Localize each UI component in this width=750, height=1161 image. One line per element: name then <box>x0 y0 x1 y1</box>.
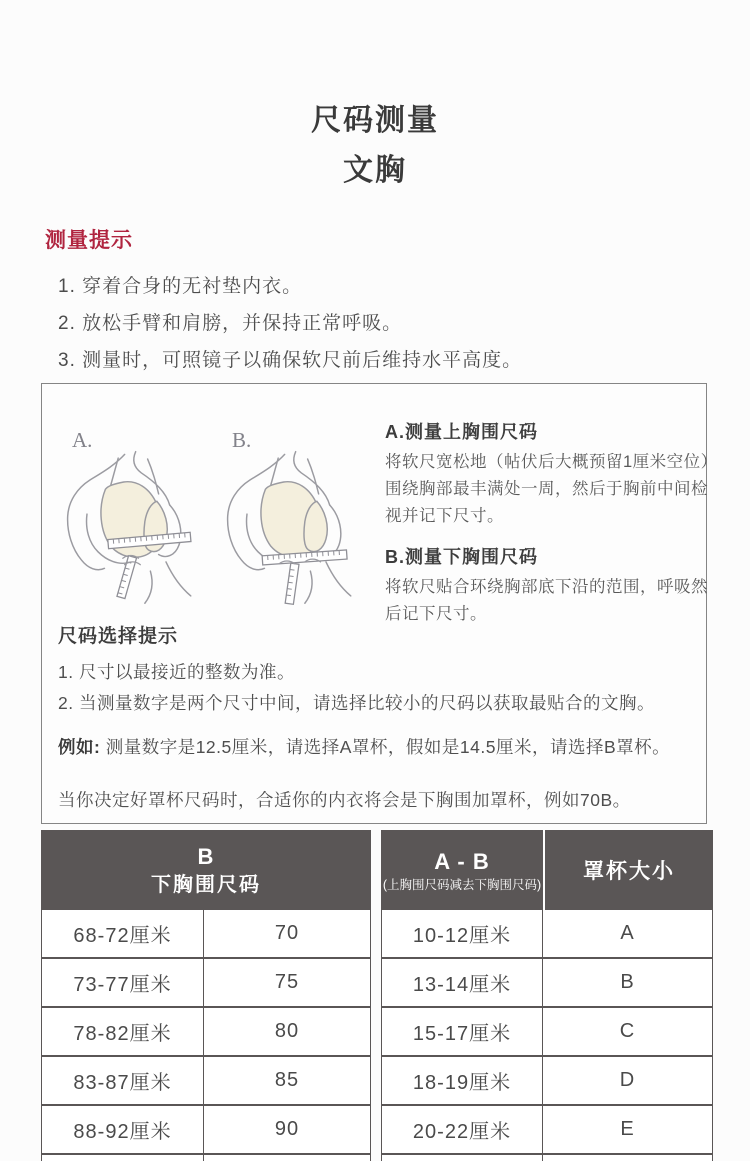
bust-measure-illustration-icon <box>58 448 206 606</box>
section-a-body: 将软尺宽松地（帖伏后大概预留1厘米空位）围绕胸部最丰满处一周，然后于胸前中间检视并记下尺寸。 <box>385 453 710 525</box>
page-title: 尺码测量 <box>311 104 439 137</box>
cup-header-label: 罩杯大小 <box>543 830 713 910</box>
example-line <box>58 734 694 759</box>
cup-size-table <box>381 830 713 1161</box>
table-row <box>382 910 712 959</box>
table-cell: 20-22厘米 <box>382 1106 543 1153</box>
conclusion-line: 当你决定好罩杯尺码时，合适你的内衣将会是下胸围加罩杯，例如70B。 <box>58 790 631 810</box>
diff-header-note: (上胸围尺码减去下胸围尺码) <box>382 877 542 892</box>
measurement-guide-box <box>41 383 710 824</box>
underbust-table-body <box>41 910 371 1161</box>
section-b-title: B.测量下胸围尺码 <box>385 547 538 567</box>
table-row <box>42 1106 370 1155</box>
underbust-measure-illustration-icon <box>218 448 366 606</box>
table-row <box>382 1008 712 1057</box>
section-a-title: A.测量上胸围尺码 <box>385 422 538 442</box>
measure-instructions <box>385 418 711 641</box>
table-cell: 68-72厘米 <box>42 910 204 957</box>
table-cell: 13-14厘米 <box>382 959 543 1006</box>
size-selection-heading: 尺码选择提示 <box>58 626 179 647</box>
example-text: 测量数字是12.5厘米，请选择A罩杯，假如是14.5厘米，请选择B罩杯。 <box>100 737 671 757</box>
table-row <box>42 959 370 1008</box>
size-selection-tips <box>58 621 694 812</box>
measure-tips-heading: 测量提示 <box>45 229 133 252</box>
measure-tip-item: 2. 放松手臂和肩膀，并保持正常呼吸。 <box>58 313 403 334</box>
cup-table-header <box>381 830 713 910</box>
cup-table-body <box>381 910 713 1161</box>
table-cell <box>204 1155 370 1161</box>
table-cell: 70 <box>274 922 300 944</box>
size-selection-item: 2. 当测量数字是两个尺寸中间，请选择比较小的尺码以获取最贴合的文胸。 <box>58 693 655 713</box>
underbust-size-table <box>41 830 371 1161</box>
table-row <box>42 1057 370 1106</box>
table-cell: B <box>620 971 635 993</box>
table-cell: 18-19厘米 <box>382 1057 543 1104</box>
table-cell: 15-17厘米 <box>382 1008 543 1055</box>
table-row <box>42 910 370 959</box>
section-b-body: 将软尺贴合环绕胸部底下沿的范围，呼吸然后记下尺寸。 <box>385 578 708 623</box>
page-header <box>0 96 750 196</box>
table-cell: E <box>620 1118 635 1140</box>
table-cell <box>42 1155 204 1161</box>
table-cell: 90 <box>274 1118 300 1140</box>
table-cell: 78-82厘米 <box>42 1008 204 1055</box>
example-prefix: 例如: <box>58 737 101 757</box>
measure-tips-list <box>45 268 705 379</box>
measure-tips-section <box>45 224 705 379</box>
figure-a-label: A. <box>72 428 93 452</box>
table-row <box>382 1057 712 1106</box>
table-row <box>42 1155 370 1161</box>
underbust-header-letter: B <box>197 843 215 869</box>
table-cell: C <box>619 1020 636 1042</box>
measure-tip-item: 3. 测量时，可照镜子以确保软尺前后维持水平高度。 <box>58 350 523 371</box>
table-row <box>42 1008 370 1057</box>
table-row <box>382 1106 712 1155</box>
table-cell: 80 <box>274 1020 300 1042</box>
table-cell: 75 <box>274 971 300 993</box>
size-selection-list <box>58 657 694 719</box>
underbust-header-label: 下胸围尺码 <box>151 873 261 896</box>
table-cell: D <box>619 1069 636 1091</box>
underbust-table-header <box>41 830 371 910</box>
diff-header-formula: A - B <box>434 848 490 874</box>
table-row <box>382 1155 712 1161</box>
size-selection-item: 1. 尺寸以最接近的整数为准。 <box>58 662 295 682</box>
table-row <box>382 959 712 1008</box>
table-cell <box>543 1155 712 1161</box>
figure-b-label: B. <box>232 428 252 452</box>
table-cell: 83-87厘米 <box>42 1057 204 1104</box>
table-cell: A <box>620 922 635 944</box>
size-table <box>41 830 713 1161</box>
table-cell: 88-92厘米 <box>42 1106 204 1153</box>
table-cell: 85 <box>274 1069 300 1091</box>
measure-tip-item: 1. 穿着合身的无衬垫内衣。 <box>58 276 303 297</box>
table-cell: 10-12厘米 <box>382 910 543 957</box>
page-subtitle: 文胸 <box>343 154 407 187</box>
table-cell: 73-77厘米 <box>42 959 204 1006</box>
table-cell <box>382 1155 543 1161</box>
